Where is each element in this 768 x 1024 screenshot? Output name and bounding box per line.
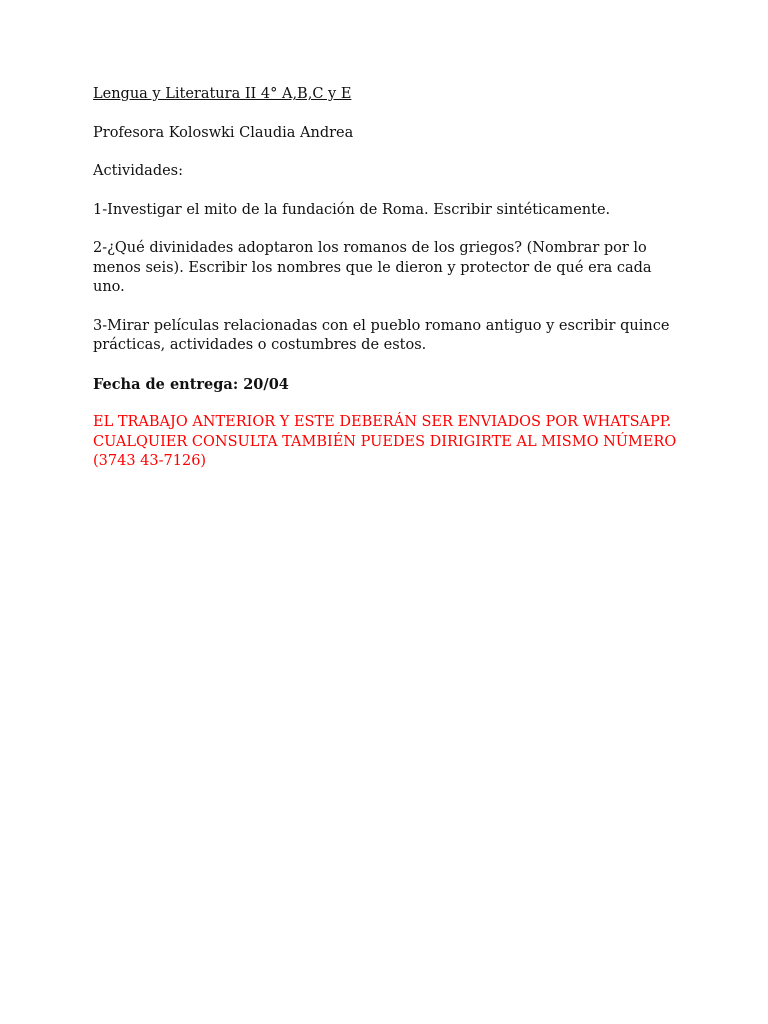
activity-item-2: 2-¿Qué divinidades adoptaron los romanos de los griegos? (Nombrar por lo menos seis). Escribir los nombres que le dieron y protector de qué era cada uno. (93, 240, 652, 295)
due-date: Fecha de entrega: 20/04 (93, 375, 289, 393)
document-title: Lengua y Literatura II 4° A,B,C y E (93, 86, 352, 102)
document-page (93, 85, 683, 491)
teacher-name: Profesora Koloswki Claudia Andrea (93, 124, 354, 141)
submission-notice: EL TRABAJO ANTERIOR Y ESTE DEBERÁN SER ENVIADOS POR WHATSAPP. CUALQUIER CONSULTA TAMBIÉN PUEDES DIRIGIRTE AL MISMO NÚMERO (3743 43-7126) (93, 414, 677, 469)
activity-item-3: 3-Mirar películas relacionadas con el pueblo romano antiguo y escribir quince prácticas, actividades o costumbres de estos. (93, 317, 670, 353)
activity-item-1: 1-Investigar el mito de la fundación de Roma. Escribir sintéticamente. (93, 201, 611, 218)
activities-heading: Actividades: (93, 163, 184, 179)
